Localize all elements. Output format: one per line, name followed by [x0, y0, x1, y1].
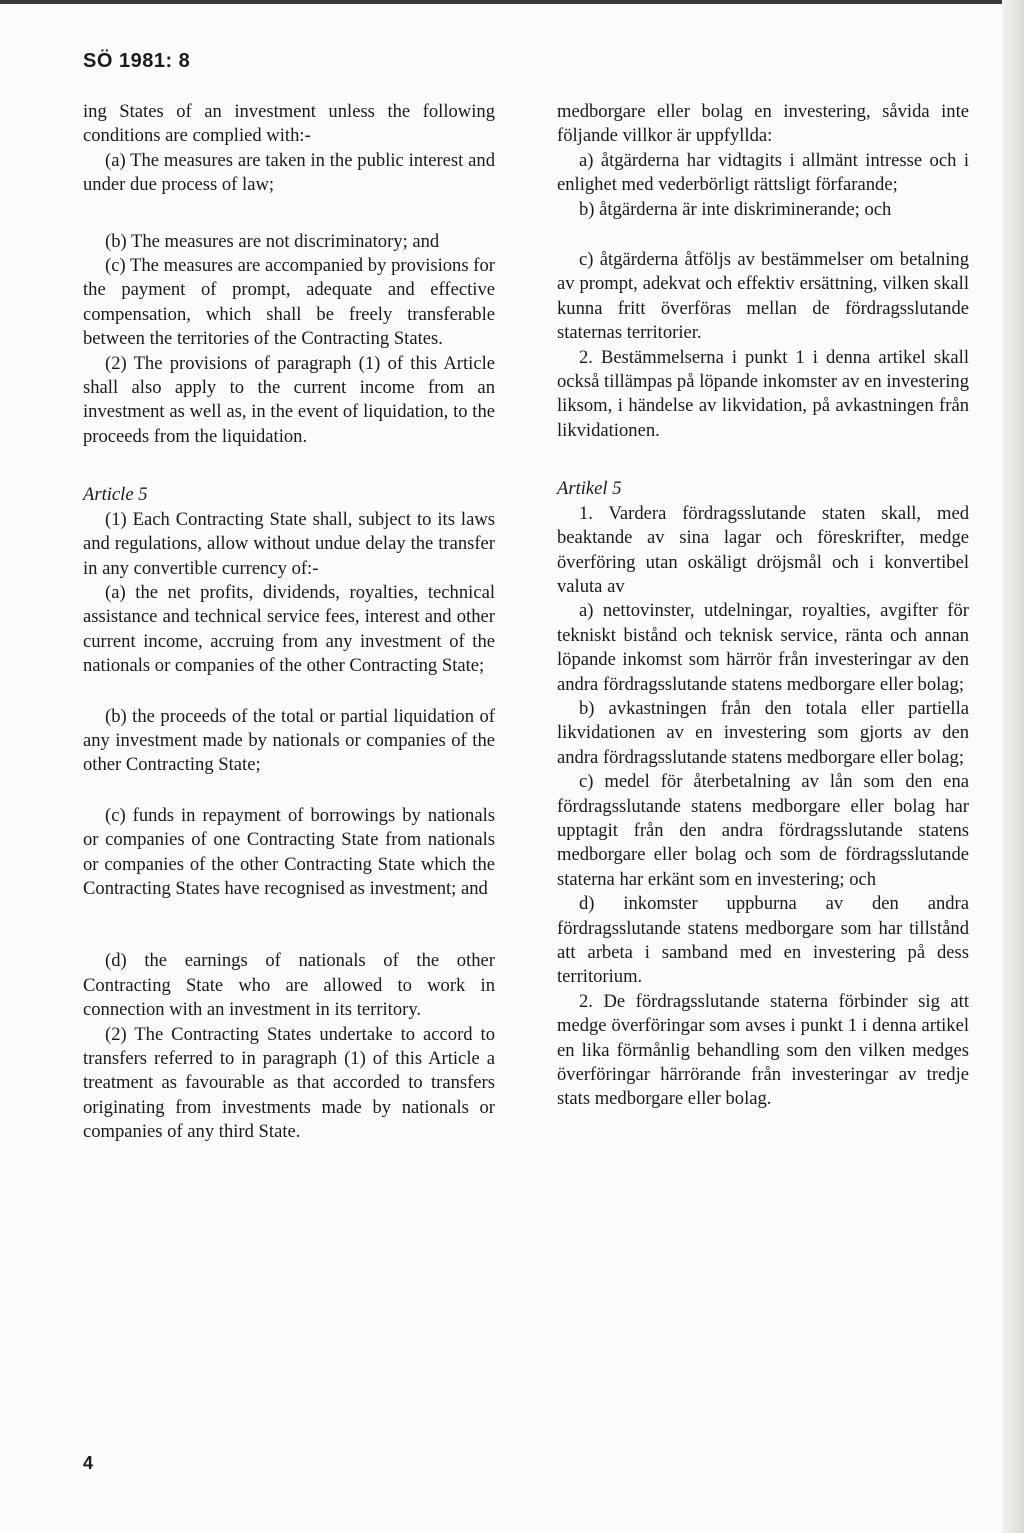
page-number: 4 [83, 1453, 94, 1473]
sv-art5-item-a: a) nettovinster, utdelningar, royalties, avgifter för tekniskt bistånd och teknisk service, ränta och annan löpande inkomst som härrör från investeringar av den andra fördragsslutande statens medborgare eller bolag; [557, 600, 969, 695]
swedish-column [557, 100, 969, 1112]
english-column [83, 100, 495, 1145]
en-art5-item-d: (d) the earnings of nationals of the other Contracting State who are allowed to work in connection with an investment in its territory. [83, 950, 495, 1021]
en-paragraph-2: (2) The provisions of paragraph (1) of this Article shall also apply to the current income from an investment as well as, in the event of liquidation, to the proceeds from the liquidation. [83, 352, 495, 447]
en-item-b: (b) The measures are not discriminatory; and [105, 230, 440, 252]
sv-para-continuation: medborgare eller bolag en investering, såvida inte följande villkor är uppfyllda: [557, 101, 969, 147]
sv-article-heading: Artikel 5 [557, 478, 622, 500]
sv-art5-item-d: d) inkomster uppburna av den andra fördragsslutande statens medborgare som har tillstånd att arbeta i samband med en investering på dess territorium. [557, 893, 969, 988]
en-para-continuation: ing States of an investment unless the following conditions are complied with:- [83, 101, 495, 147]
en-art5-item-a: (a) the net profits, dividends, royalties, technical assistance and technical service fees, interest and other current income, accruing from any investment of the nationals or companies of the other Contracting State; [83, 581, 495, 677]
sv-art5-item-b: b) avkastningen från den totala eller partiella likvidationen av en investering som gjorts av den andra fördragsslutande statens medborgare eller bolag; [557, 697, 969, 768]
document-id-header: SÖ 1981: 8 [83, 50, 191, 72]
en-item-a: (a) The measures are taken in the public interest and under due process of law; [83, 149, 495, 196]
en-art5-item-c: (c) funds in repayment of borrowings by nationals or companies of one Contracting State from nationals or companies of the other Contracting State which the Contracting States have recognised as investment; and [83, 804, 495, 899]
sv-art5-item-c: c) medel för återbetalning av lån som den ena fördragsslutande statens medborgare eller bolag har upptagit från den andra fördragsslutande statens medborgare eller bolag och som de fördragsslutande staterna har erkänt som en investering; och [557, 771, 969, 890]
en-art5-item-b: (b) the proceeds of the total or partial liquidation of any investment made by nationals or companies of the other Contracting State; [83, 705, 495, 776]
en-art5-paragraph-2: (2) The Contracting States undertake to accord to transfers referred to in paragraph (1) of this Article a treatment as favourable as that accorded to transfers originating from investments made by nationals or companies of any third State. [83, 1023, 495, 1143]
sv-item-b: b) åtgärderna är inte diskriminerande; och [579, 198, 892, 220]
en-item-c: (c) The measures are accompanied by provisions for the payment of prompt, adequate and effective compensation, which shall be freely transferable between the territories of the Contracting States. [83, 255, 495, 350]
page-edge-shadow [1002, 0, 1024, 1533]
sv-art5-paragraph-1: 1. Vardera fördragsslutande staten skall, med beaktande av sina lagar och föreskrifter, medge överföring utan oskäligt dröjsmål och i konvertibel valuta av [557, 502, 969, 597]
en-art5-paragraph-1: (1) Each Contracting State shall, subject to its laws and regulations, allow without undue delay the transfer in any convertible currency of:- [83, 508, 495, 579]
top-border [0, 0, 1024, 4]
en-article-heading: Article 5 [83, 484, 148, 506]
sv-art5-paragraph-2: 2. De fördragsslutande staterna förbinder sig att medge överföringar som avses i punkt 1 i denna artikel en lika förmånlig behandling som den vilken medges överföringar härrörande från investeringar av tredje stats medborgare eller bolag. [557, 990, 969, 1110]
sv-paragraph-2: 2. Bestämmelserna i punkt 1 i denna artikel skall också tillämpas på löpande inkomster av en investering liksom, i händelse av likvidation, på avkastningen från likvidationen. [557, 346, 969, 441]
sv-item-c: c) åtgärderna åtföljs av bestämmelser om betalning av prompt, adekvat och effektiv ersättning, vilken skall kunna fritt överföras mellan de fördragsslutande staternas territorier. [557, 249, 969, 344]
sv-item-a: a) åtgärderna har vidtagits i allmänt intresse och i enlighet med vederbörligt rättsligt förfarande; [557, 149, 969, 196]
